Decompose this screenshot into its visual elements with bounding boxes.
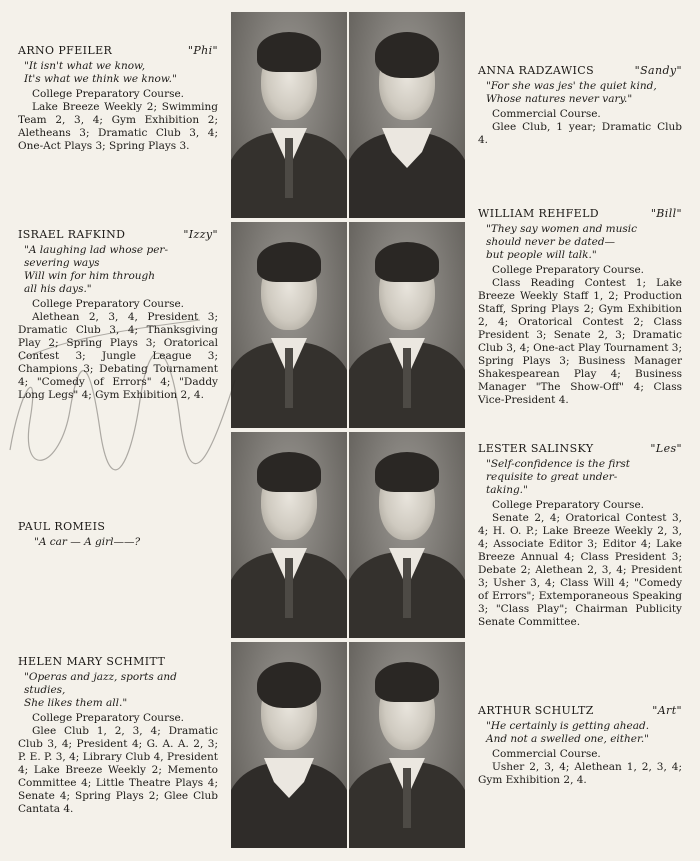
student-course: College Preparatory Course. [32,712,185,724]
student-quote: "For she was jes' the quiet kind, Whose natures never vary." [486,80,657,105]
student-name: HELEN MARY SCHMITT [18,655,166,668]
photo-arno-pfeiler [231,12,347,218]
entry-lester-salinsky [478,442,682,629]
student-activities: Glee Club, 1 year; Dramatic Club 4. [478,121,682,146]
student-quote: "It isn't what we know, It's what we think we know." [24,60,177,85]
student-course: Commercial Course. [492,108,601,120]
student-nickname: "Bill" [650,207,682,220]
entry-anna-radzawics [478,64,682,147]
student-activities: Lake Breeze Weekly 2; Swimming Team 2, 3, 4; Gym Exhibition 2; Aletheans 3; Dramatic Club 3, 4; One-Act Plays 3; Spring Plays 3. [18,101,218,152]
entry-arthur-schultz [478,704,682,787]
student-name: ARTHUR SCHULTZ [478,704,594,717]
entry-william-rehfeld [478,207,682,407]
student-nickname: "Les" [650,442,682,455]
student-quote: "A car — A girl——? [34,536,141,548]
student-quote: "He certainly is getting ahead. And not a swelled one, either." [486,720,650,745]
student-name: ANNA RADZAWICS [478,64,595,77]
student-name: LESTER SALINSKY [478,442,594,455]
entry-helen-mary-schmitt [18,655,218,816]
student-name: ARNO PFEILER [18,44,113,57]
photo-lester-salinsky [349,432,465,638]
photo-paul-romeis [231,432,347,638]
photo-arthur-schultz [349,642,465,848]
student-nickname: "Sandy" [634,64,682,77]
student-activities: Class Reading Contest 1; Lake Breeze Weekly Staff 1, 2; Production Staff, Spring Plays 2; Gym Exhibition 2, 4; Oratorical Contest 2; Class President 3; Senate 2, 3; Dramatic Club 3, 4; One-act Play Tournament 3; Spring Plays 3; Business Manager Shakespearean Play 4; Business Manager "The Show-Off" 4; Class Vice-President 4. [478,277,682,406]
student-activities: Senate 2, 4; Oratorical Contest 3, 4; H. O. P.; Lake Breeze Weekly 2, 3, 4; Associate Editor 3; Editor 4; Lake Breeze Annual 4; Class President 3; Debate 2; Alethean 2, 3, 4; President 3; Usher 3, 4; Class Will 4; "Comedy of Errors"; Extemporaneous Speaking 3; "Class Play"; Chairman Publicity Senate Committee. [478,512,682,628]
student-quote: "Self-confidence is the first requisite to great under- taking." [486,458,631,496]
student-course: College Preparatory Course. [492,264,645,276]
photo-helen-mary-schmitt [231,642,347,848]
entry-arno-pfeiler [18,44,218,153]
student-nickname: "Art" [652,704,682,717]
entry-paul-romeis [18,520,218,551]
student-course: College Preparatory Course. [492,499,645,511]
student-activities: Alethean 2, 3, 4, President 3; Dramatic Club 3, 4; Thanksgiving Play 2; Spring Plays 3; Oratorical Contest 3; Jungle League 3; Champions 3; Debating Tournament 4; "Comedy of Errors" 4; "Daddy Long Legs" 4; Gym Exhibition 2, 4. [18,311,218,401]
student-name: ISRAEL RAFKIND [18,228,126,241]
student-quote: "Operas and jazz, sports and studies, She likes them all." [24,671,177,709]
student-quote: "They say women and music should never be dated— but people will talk." [486,223,638,261]
photo-israel-rafkind [231,222,347,428]
student-course: College Preparatory Course. [32,298,185,310]
student-nickname: "Phi" [187,44,218,57]
student-quote: "A laughing lad whose per- severing ways Will win for him through all his days." [24,244,168,295]
student-course: College Preparatory Course. [32,88,185,100]
student-nickname: "Izzy" [183,228,218,241]
student-activities: Glee Club 1, 2, 3, 4; Dramatic Club 3, 4; President 4; G. A. A. 2, 3; P. E. P. 3, 4; Library Club 4, President 4; Lake Breeze Weekly 2; Memento Committee 4; Little Theatre Plays 4; Senate 4; Spring Plays 2; Glee Club Cantata 4. [18,725,218,815]
entry-israel-rafkind [18,228,218,402]
student-activities: Usher 2, 3, 4; Alethean 1, 2, 3, 4; Gym Exhibition 2, 4. [478,761,682,786]
photo-anna-radzawics [349,12,465,218]
student-course: Commercial Course. [492,748,601,760]
photo-william-rehfeld [349,222,465,428]
student-name: PAUL ROMEIS [18,520,106,533]
student-name: WILLIAM REHFELD [478,207,600,220]
